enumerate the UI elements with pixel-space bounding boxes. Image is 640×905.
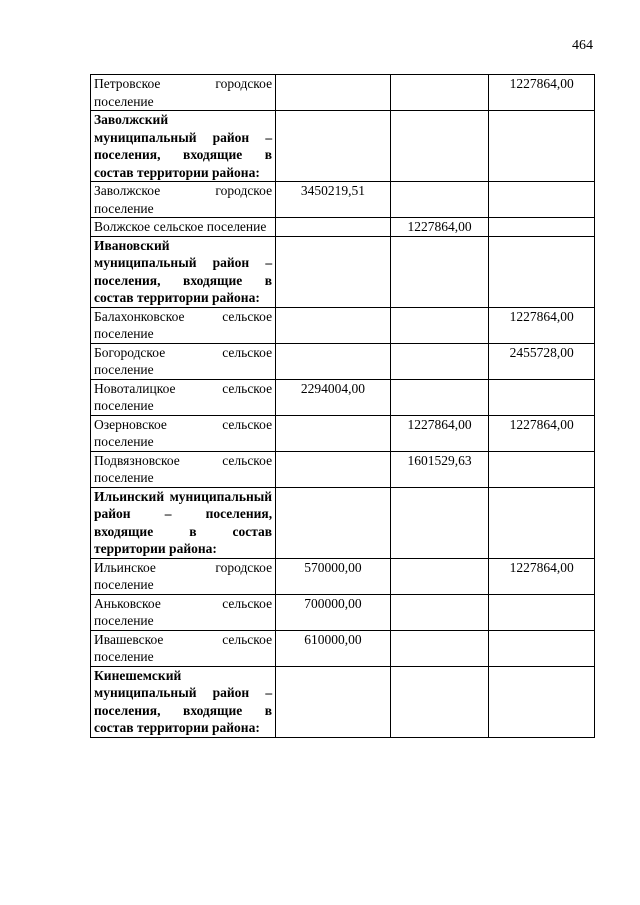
amount-cell-col1 [276, 236, 391, 307]
amount-cell-col3 [489, 487, 595, 558]
amount-cell-col3 [489, 594, 595, 630]
amount-cell-col2 [390, 75, 489, 111]
settlement-name-cell: Аньковское сельское поселение [91, 594, 276, 630]
settlement-row [91, 182, 595, 218]
amount-cell-col3: 1227864,00 [489, 558, 595, 594]
amount-cell-col3: 1227864,00 [489, 415, 595, 451]
settlement-name-cell: Ильинское городское поселение [91, 558, 276, 594]
settlement-row [91, 415, 595, 451]
settlement-name-cell: Озерновское сельское поселение [91, 415, 276, 451]
settlement-row [91, 379, 595, 415]
district-header-row [91, 111, 595, 182]
settlement-row [91, 75, 595, 111]
settlement-name-cell: Петровское городское поселение [91, 75, 276, 111]
amount-cell-col2: 1227864,00 [390, 415, 489, 451]
amount-cell-col1 [276, 451, 391, 487]
amount-cell-col2 [390, 666, 489, 737]
settlement-row [91, 594, 595, 630]
amount-cell-col1 [276, 307, 391, 343]
settlement-name-cell: Богородское сельское поселение [91, 343, 276, 379]
amount-cell-col3 [489, 451, 595, 487]
table-body [91, 75, 595, 738]
amount-cell-col2 [390, 558, 489, 594]
amount-cell-col1 [276, 415, 391, 451]
amount-cell-col1 [276, 75, 391, 111]
amount-cell-col3 [489, 182, 595, 218]
amount-cell-col2 [390, 236, 489, 307]
settlement-row [91, 558, 595, 594]
settlement-name-cell: Волжское сельское поселение [91, 218, 276, 237]
allocation-table [90, 74, 595, 738]
amount-cell-col2 [390, 630, 489, 666]
district-name-cell: Заволжский муниципальный район – поселения, входящие в состав территории района: [91, 111, 276, 182]
district-name-cell: Кинешемский муниципальный район – поселения, входящие в состав территории района: [91, 666, 276, 737]
amount-cell-col3 [489, 379, 595, 415]
settlement-name-cell: Подвязновское сельское поселение [91, 451, 276, 487]
amount-cell-col1: 3450219,51 [276, 182, 391, 218]
district-header-row [91, 236, 595, 307]
amount-cell-col2 [390, 379, 489, 415]
amount-cell-col2 [390, 343, 489, 379]
amount-cell-col1: 2294004,00 [276, 379, 391, 415]
amount-cell-col3 [489, 236, 595, 307]
settlement-name-cell: Новоталицкое сельское поселение [91, 379, 276, 415]
amount-cell-col1 [276, 218, 391, 237]
amount-cell-col3 [489, 666, 595, 737]
settlement-name-cell: Заволжское городское поселение [91, 182, 276, 218]
amount-cell-col1 [276, 487, 391, 558]
settlement-row [91, 307, 595, 343]
amount-cell-col1 [276, 666, 391, 737]
amount-cell-col3: 1227864,00 [489, 307, 595, 343]
amount-cell-col3: 1227864,00 [489, 75, 595, 111]
district-header-row [91, 666, 595, 737]
amount-cell-col1 [276, 343, 391, 379]
amount-cell-col1 [276, 111, 391, 182]
amount-cell-col1: 610000,00 [276, 630, 391, 666]
amount-cell-col3 [489, 111, 595, 182]
district-name-cell: Ильинский муниципальный район – поселения, входящие в состав территории района: [91, 487, 276, 558]
amount-cell-col2 [390, 307, 489, 343]
settlement-row [91, 343, 595, 379]
settlement-row [91, 451, 595, 487]
settlement-row [91, 218, 595, 237]
amount-cell-col3 [489, 630, 595, 666]
amount-cell-col3 [489, 218, 595, 237]
amount-cell-col2 [390, 182, 489, 218]
amount-cell-col2 [390, 111, 489, 182]
settlement-row [91, 630, 595, 666]
amount-cell-col1: 570000,00 [276, 558, 391, 594]
district-name-cell: Ивановский муниципальный район – поселения, входящие в состав территории района: [91, 236, 276, 307]
amount-cell-col2 [390, 594, 489, 630]
district-header-row [91, 487, 595, 558]
settlement-name-cell: Ивашевское сельское поселение [91, 630, 276, 666]
amount-cell-col3: 2455728,00 [489, 343, 595, 379]
amount-cell-col2 [390, 487, 489, 558]
amount-cell-col1: 700000,00 [276, 594, 391, 630]
settlement-name-cell: Балахонковское сельское поселение [91, 307, 276, 343]
amount-cell-col2: 1601529,63 [390, 451, 489, 487]
amount-cell-col2: 1227864,00 [390, 218, 489, 237]
page-number: 464 [572, 38, 593, 53]
